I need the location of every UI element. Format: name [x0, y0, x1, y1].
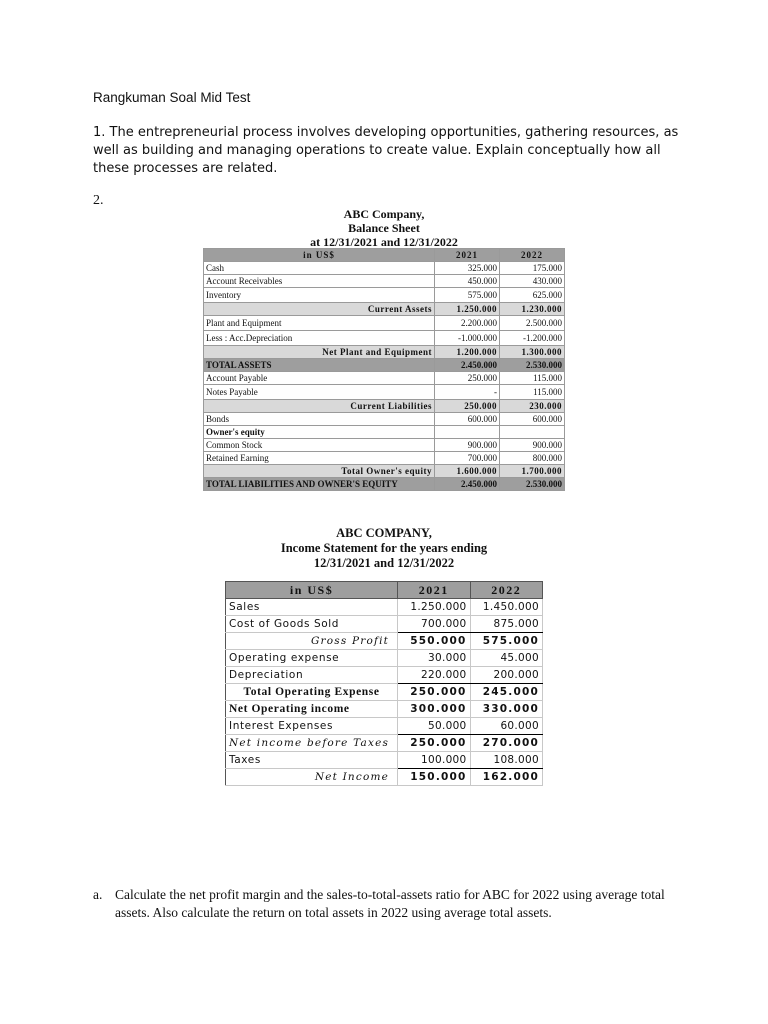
row-label: Depreciation [226, 667, 398, 684]
total-row [204, 359, 565, 372]
table-row [226, 616, 543, 633]
row-label: Current Liabilities [204, 400, 435, 413]
subtotal-row [204, 465, 565, 478]
value-2022: 1.700.000 [500, 465, 565, 478]
value-2021: -1.000.000 [435, 331, 500, 346]
table-row [226, 718, 543, 735]
value-2021: 1.250.000 [435, 303, 500, 316]
value-2021: 700.000 [398, 616, 470, 633]
balance-sheet-header-row [204, 249, 565, 262]
header-2021: 2021 [398, 582, 470, 599]
row-label: Retained Earning [204, 452, 435, 465]
value-2021 [435, 426, 500, 439]
row-label: Inventory [204, 288, 435, 303]
question-a-text: Calculate the net profit margin and the sales-to-total-assets ratio for ABC for 2022 using average total assets. Also calculate the return on total assets in 2022 using average total assets. [115, 887, 665, 920]
value-2022: 800.000 [500, 452, 565, 465]
table-row [204, 372, 565, 385]
question-a-marker: a. [93, 887, 103, 902]
value-2022: 2.530.000 [500, 478, 565, 491]
value-2022: 115.000 [500, 372, 565, 385]
value-2022: 2.530.000 [500, 359, 565, 372]
value-2022: 45.000 [470, 650, 542, 667]
row-label: Plant and Equipment [204, 316, 435, 331]
header-2021: 2021 [435, 249, 500, 262]
row-label: Total Owner's equity [204, 465, 435, 478]
value-2022: 330.000 [470, 701, 542, 718]
row-label: Less : Acc.Depreciation [204, 331, 435, 346]
value-2021: 250.000 [435, 372, 500, 385]
row-label: Net Plant and Equipment [204, 346, 435, 359]
table-row [204, 385, 565, 400]
value-2021: 450.000 [435, 275, 500, 288]
table-row [226, 667, 543, 684]
total-row [226, 769, 543, 786]
value-2021: 2.200.000 [435, 316, 500, 331]
value-2022: 162.000 [470, 769, 542, 786]
question-a [93, 886, 693, 922]
table-row [204, 316, 565, 331]
question-2-number: 2. [93, 193, 104, 208]
total-row [204, 478, 565, 491]
value-2021: 300.000 [398, 701, 470, 718]
table-row [226, 752, 543, 769]
value-2021: 1.200.000 [435, 346, 500, 359]
value-2022: 1.300.000 [500, 346, 565, 359]
value-2022: 245.000 [470, 684, 542, 701]
table-row [204, 331, 565, 346]
income-statement-table [225, 581, 543, 786]
row-label: Net income before Taxes [226, 735, 398, 752]
value-2022: -1.200.000 [500, 331, 565, 346]
row-label: Net Income [226, 769, 398, 786]
subtotal-row [204, 303, 565, 316]
table-row [204, 452, 565, 465]
row-label: Sales [226, 599, 398, 616]
row-label: Common Stock [204, 439, 435, 452]
value-2022: 270.000 [470, 735, 542, 752]
subtotal-row [226, 701, 543, 718]
value-2021: 150.000 [398, 769, 470, 786]
value-2022: 1.230.000 [500, 303, 565, 316]
document-title: Rangkuman Soal Mid Test [93, 90, 251, 105]
value-2022: 230.000 [500, 400, 565, 413]
value-2021: 550.000 [398, 633, 470, 650]
header-2022: 2022 [500, 249, 565, 262]
value-2021: 50.000 [398, 718, 470, 735]
value-2021: 250.000 [398, 684, 470, 701]
value-2022: 875.000 [470, 616, 542, 633]
table-row [226, 650, 543, 667]
balance-sheet-table [203, 248, 565, 491]
row-label: Cost of Goods Sold [226, 616, 398, 633]
value-2021: 1.250.000 [398, 599, 470, 616]
value-2022: 600.000 [500, 413, 565, 426]
table-row [204, 413, 565, 426]
row-label: Current Assets [204, 303, 435, 316]
value-2022: 430.000 [500, 275, 565, 288]
row-label: Gross Profit [226, 633, 398, 650]
subtotal-row [204, 346, 565, 359]
subtotal-row [226, 684, 543, 701]
value-2022 [500, 426, 565, 439]
table-row [204, 288, 565, 303]
row-label: Taxes [226, 752, 398, 769]
value-2021: 700.000 [435, 452, 500, 465]
value-2021: 30.000 [398, 650, 470, 667]
question-1 [93, 124, 683, 178]
table-row [204, 275, 565, 288]
value-2021: 100.000 [398, 752, 470, 769]
value-2021: 2.450.000 [435, 359, 500, 372]
value-2022: 900.000 [500, 439, 565, 452]
header-label: in US$ [226, 582, 398, 599]
row-label: TOTAL ASSETS [204, 359, 435, 372]
row-label: Cash [204, 262, 435, 275]
value-2022: 60.000 [470, 718, 542, 735]
income-statement-title-2: Income Statement for the years ending [280, 541, 488, 555]
value-2022: 115.000 [500, 385, 565, 400]
value-2022: 108.000 [470, 752, 542, 769]
table-row [204, 426, 565, 439]
row-label: Notes Payable [204, 385, 435, 400]
value-2022: 200.000 [470, 667, 542, 684]
row-label: Net Operating income [226, 701, 398, 718]
value-2021: 575.000 [435, 288, 500, 303]
value-2021: 325.000 [435, 262, 500, 275]
subtotal-row [226, 735, 543, 752]
row-label: Interest Expenses [226, 718, 398, 735]
income-statement-heading [225, 526, 543, 571]
value-2022: 575.000 [470, 633, 542, 650]
row-label: Account Payable [204, 372, 435, 385]
balance-sheet-heading [203, 207, 565, 249]
value-2021: 600.000 [435, 413, 500, 426]
balance-sheet-title-2: Balance Sheet [348, 221, 420, 235]
subtotal-row [226, 633, 543, 650]
header-label: in US$ [204, 249, 435, 262]
row-label: Owner's equity [204, 426, 435, 439]
value-2022: 625.000 [500, 288, 565, 303]
income-statement-title-3: 12/31/2021 and 12/31/2022 [313, 556, 455, 570]
value-2021: - [435, 385, 500, 400]
question-1-number: 1. [93, 125, 106, 140]
value-2022: 175.000 [500, 262, 565, 275]
row-label: Bonds [204, 413, 435, 426]
value-2021: 220.000 [398, 667, 470, 684]
header-2022: 2022 [470, 582, 542, 599]
table-row [226, 599, 543, 616]
value-2021: 2.450.000 [435, 478, 500, 491]
balance-sheet-title-1: ABC Company, [343, 207, 425, 221]
subtotal-row [204, 400, 565, 413]
income-statement-title-1: ABC COMPANY, [336, 526, 432, 540]
value-2021: 250.000 [435, 400, 500, 413]
row-label: Account Receivables [204, 275, 435, 288]
table-row [204, 439, 565, 452]
value-2021: 250.000 [398, 735, 470, 752]
question-1-text: The entrepreneurial process involves developing opportunities, gathering resources, as well as building and managing operations to create value. Explain conceptually how all these processes are related. [93, 125, 679, 176]
value-2021: 1.600.000 [435, 465, 500, 478]
row-label: Operating expense [226, 650, 398, 667]
value-2021: 900.000 [435, 439, 500, 452]
income-statement-header-row [226, 582, 543, 599]
value-2022: 1.450.000 [470, 599, 542, 616]
balance-sheet-title-3: at 12/31/2021 and 12/31/2022 [310, 235, 458, 249]
row-label: TOTAL LIABILITIES AND OWNER'S EQUITY [204, 478, 435, 491]
table-row [204, 262, 565, 275]
value-2022: 2.500.000 [500, 316, 565, 331]
row-label: Total Operating Expense [226, 684, 398, 701]
